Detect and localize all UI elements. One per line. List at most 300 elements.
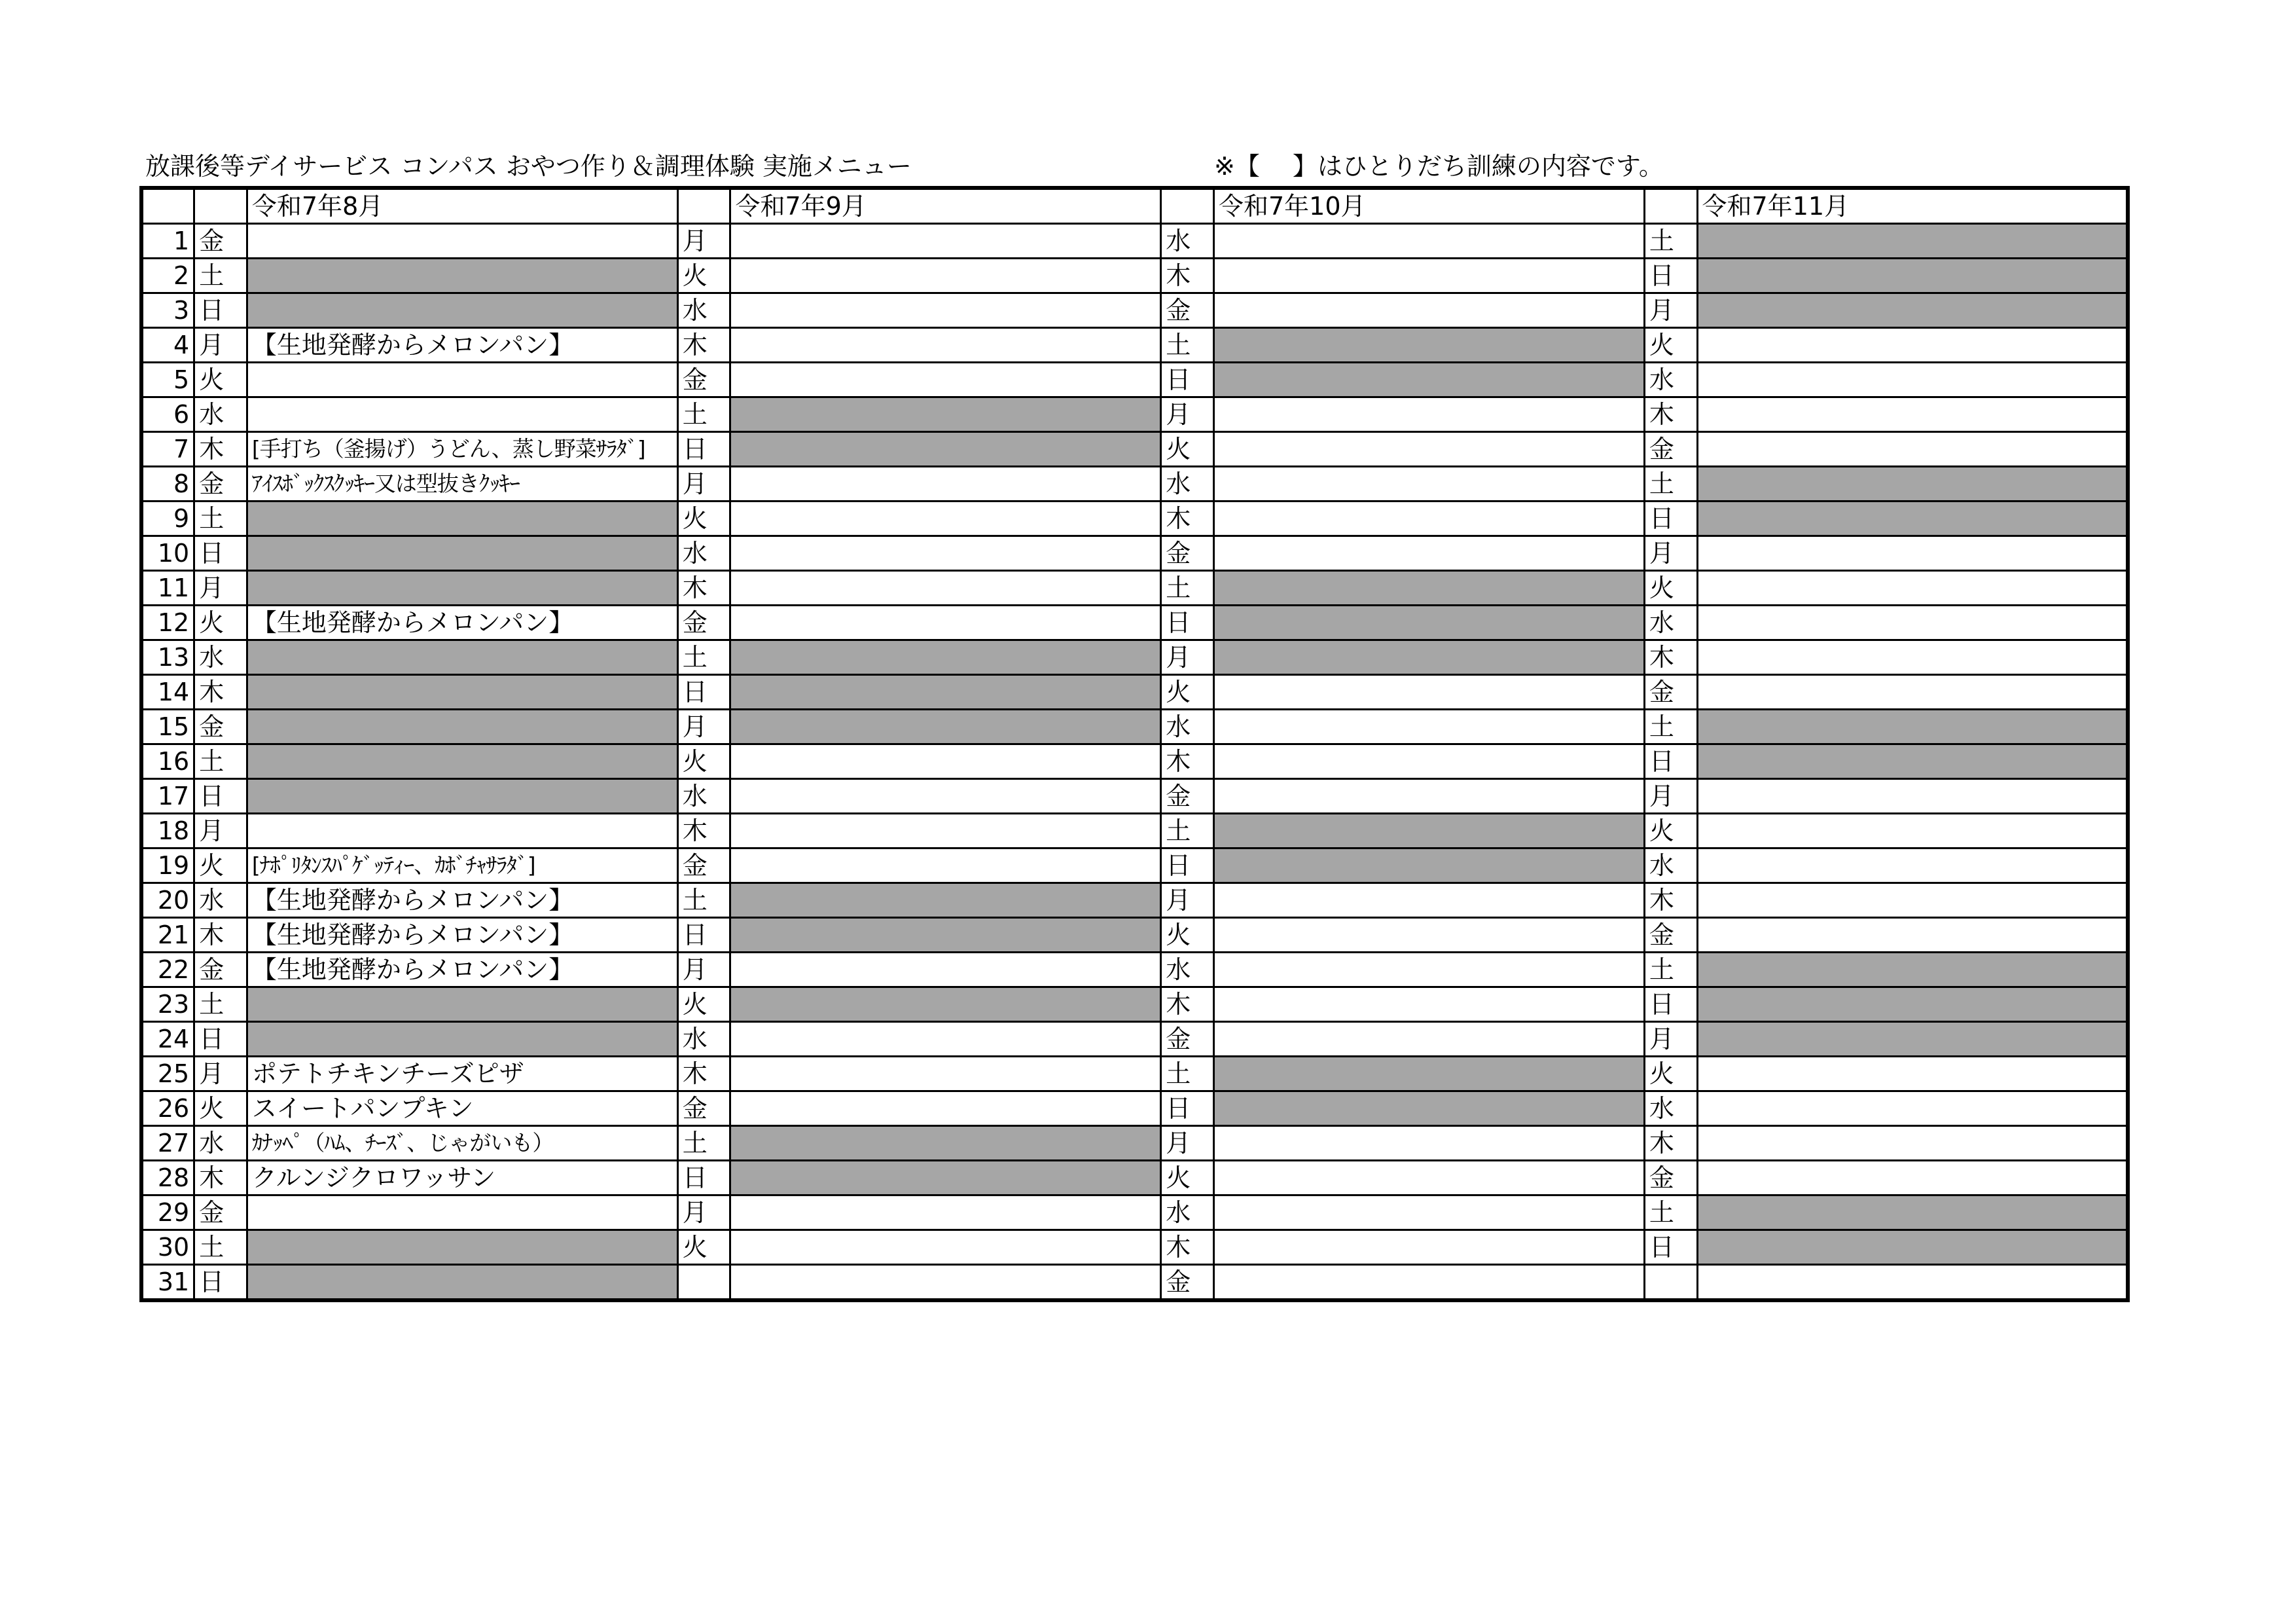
menu-cell: ポテトチキンチーズピザ (247, 1057, 677, 1091)
weekday-cell: 土 (1161, 814, 1214, 848)
weekday-cell: 金 (194, 710, 247, 744)
weekday-cell: 日 (194, 1265, 247, 1301)
weekday-cell: 水 (1161, 224, 1214, 259)
menu-cell (1697, 744, 2128, 779)
menu-cell (1697, 779, 2128, 814)
menu-cell (730, 571, 1161, 606)
menu-cell (247, 1022, 677, 1057)
menu-cell (247, 536, 677, 571)
weekday-cell: 水 (1161, 1195, 1214, 1230)
menu-cell (730, 1230, 1161, 1265)
weekday-cell: 火 (1161, 432, 1214, 467)
day-number: 21 (141, 918, 194, 953)
table-row (141, 363, 2128, 397)
menu-cell (247, 1230, 677, 1265)
menu-cell (1214, 918, 1645, 953)
weekday-cell: 木 (194, 918, 247, 953)
weekday-cell: 月 (677, 224, 730, 259)
menu-cell: 【生地発酵からメロンパン】 (247, 918, 677, 953)
menu-cell (1214, 328, 1645, 363)
menu-cell (1214, 259, 1645, 293)
menu-cell (247, 363, 677, 397)
day-number: 13 (141, 640, 194, 675)
day-number: 23 (141, 987, 194, 1022)
weekday-cell: 月 (194, 1057, 247, 1091)
menu-cell: [ﾅﾎﾟﾘﾀﾝｽﾊﾟｹﾞｯﾃｨｰ、ｶﾎﾞﾁｬｻﾗﾀﾞ] (247, 848, 677, 883)
menu-cell (1697, 1195, 2128, 1230)
day-number: 19 (141, 848, 194, 883)
menu-cell (1697, 606, 2128, 640)
weekday-cell: 金 (677, 606, 730, 640)
menu-cell (1697, 467, 2128, 501)
table-row (141, 953, 2128, 987)
menu-cell: ｱｲｽﾎﾞｯｸｽｸｯｷｰ又は型抜きｸｯｷｰ (247, 467, 677, 501)
menu-cell (1214, 779, 1645, 814)
menu-cell (730, 432, 1161, 467)
day-number: 11 (141, 571, 194, 606)
weekday-cell: 水 (1644, 848, 1697, 883)
menu-cell (730, 1265, 1161, 1301)
table-row (141, 536, 2128, 571)
menu-cell (1214, 1091, 1645, 1126)
weekday-cell: 金 (1161, 1022, 1214, 1057)
weekday-cell: 土 (194, 744, 247, 779)
weekday-cell: 月 (677, 953, 730, 987)
weekday-cell: 木 (1161, 987, 1214, 1022)
menu-cell (1697, 675, 2128, 710)
table-row (141, 606, 2128, 640)
weekday-cell: 火 (1161, 918, 1214, 953)
menu-cell (1697, 363, 2128, 397)
menu-cell (1214, 536, 1645, 571)
table-row (141, 1265, 2128, 1301)
month-header-4: 令和7年11月 (1697, 188, 2128, 224)
weekday-cell: 月 (677, 1195, 730, 1230)
menu-cell (730, 328, 1161, 363)
weekday-cell: 金 (1644, 675, 1697, 710)
weekday-cell: 木 (194, 432, 247, 467)
table-row (141, 814, 2128, 848)
weekday-cell: 金 (1161, 293, 1214, 328)
month-header-2: 令和7年9月 (730, 188, 1161, 224)
menu-table-body (141, 188, 2128, 1300)
weekday-cell: 火 (677, 259, 730, 293)
weekday-cell: 木 (1644, 397, 1697, 432)
menu-cell (1697, 987, 2128, 1022)
menu-cell (730, 814, 1161, 848)
weekday-cell: 火 (1644, 814, 1697, 848)
table-row (141, 1230, 2128, 1265)
weekday-cell: 日 (194, 293, 247, 328)
table-row (141, 467, 2128, 501)
table-row (141, 848, 2128, 883)
weekday-cell: 火 (1644, 328, 1697, 363)
table-row (141, 571, 2128, 606)
weekday-cell: 木 (194, 1161, 247, 1195)
menu-cell (1697, 293, 2128, 328)
menu-cell (730, 363, 1161, 397)
menu-cell (1214, 848, 1645, 883)
menu-cell (1697, 848, 2128, 883)
weekday-cell (1644, 1265, 1697, 1301)
menu-cell (730, 501, 1161, 536)
menu-cell (730, 987, 1161, 1022)
page-note: ※【 】はひとりだち訓練の内容です。 (1214, 152, 1664, 181)
table-row (141, 744, 2128, 779)
weekday-cell: 月 (1161, 1126, 1214, 1161)
weekday-cell: 日 (1644, 259, 1697, 293)
weekday-cell: 月 (1644, 293, 1697, 328)
menu-cell (730, 1057, 1161, 1091)
day-number: 18 (141, 814, 194, 848)
weekday-cell: 月 (1644, 779, 1697, 814)
header-row (141, 188, 2128, 224)
table-row (141, 779, 2128, 814)
weekday-cell: 月 (1644, 536, 1697, 571)
table-row (141, 1022, 2128, 1057)
menu-cell (1697, 536, 2128, 571)
weekday-cell: 火 (677, 1230, 730, 1265)
weekday-cell: 土 (194, 259, 247, 293)
table-row (141, 640, 2128, 675)
weekday-cell: 日 (194, 536, 247, 571)
weekday-cell: 水 (194, 883, 247, 918)
table-row (141, 501, 2128, 536)
menu-cell (730, 848, 1161, 883)
day-number: 12 (141, 606, 194, 640)
menu-cell (247, 640, 677, 675)
weekday-cell: 土 (677, 1126, 730, 1161)
day-number: 3 (141, 293, 194, 328)
menu-cell (730, 397, 1161, 432)
weekday-cell: 土 (1644, 953, 1697, 987)
weekday-cell: 木 (677, 814, 730, 848)
weekday-cell: 月 (1161, 640, 1214, 675)
menu-cell (1214, 883, 1645, 918)
menu-cell (247, 259, 677, 293)
menu-cell (1214, 1265, 1645, 1301)
weekday-cell: 火 (1644, 571, 1697, 606)
day-number: 20 (141, 883, 194, 918)
weekday-cell: 日 (1644, 1230, 1697, 1265)
menu-cell (247, 987, 677, 1022)
menu-cell (730, 1091, 1161, 1126)
weekday-cell: 月 (194, 571, 247, 606)
month-header-3: 令和7年10月 (1214, 188, 1645, 224)
weekday-cell: 土 (1644, 710, 1697, 744)
weekday-cell: 土 (1644, 224, 1697, 259)
menu-cell (730, 918, 1161, 953)
table-row (141, 675, 2128, 710)
table-row (141, 1126, 2128, 1161)
weekday-cell: 金 (677, 363, 730, 397)
menu-cell (730, 744, 1161, 779)
menu-cell (730, 1195, 1161, 1230)
menu-cell (730, 675, 1161, 710)
menu-cell (1214, 501, 1645, 536)
menu-cell (730, 224, 1161, 259)
weekday-cell: 木 (1161, 1230, 1214, 1265)
menu-cell (730, 606, 1161, 640)
weekday-cell: 月 (1644, 1022, 1697, 1057)
table-row (141, 918, 2128, 953)
menu-cell (1697, 640, 2128, 675)
menu-cell (1214, 293, 1645, 328)
weekday-cell: 木 (1161, 259, 1214, 293)
weekday-cell: 金 (194, 953, 247, 987)
weekday-cell: 日 (1644, 987, 1697, 1022)
weekday-cell: 木 (677, 571, 730, 606)
menu-cell (1697, 571, 2128, 606)
header-blank-weekday (1644, 188, 1697, 224)
weekday-cell: 金 (677, 848, 730, 883)
table-row (141, 259, 2128, 293)
weekday-cell: 金 (677, 1091, 730, 1126)
menu-cell (1214, 1126, 1645, 1161)
weekday-cell: 木 (1644, 640, 1697, 675)
menu-cell: 【生地発酵からメロンパン】 (247, 953, 677, 987)
menu-cell (247, 1265, 677, 1301)
menu-cell (1214, 953, 1645, 987)
weekday-cell: 火 (677, 987, 730, 1022)
weekday-cell: 土 (677, 397, 730, 432)
menu-cell (1214, 675, 1645, 710)
weekday-cell: 日 (1644, 744, 1697, 779)
menu-cell (1214, 363, 1645, 397)
weekday-cell: 水 (194, 397, 247, 432)
menu-cell (1697, 1057, 2128, 1091)
month-header-1: 令和7年8月 (247, 188, 677, 224)
weekday-cell: 水 (1644, 606, 1697, 640)
weekday-cell: 日 (677, 432, 730, 467)
menu-cell (1697, 501, 2128, 536)
menu-cell (1697, 224, 2128, 259)
menu-cell: 【生地発酵からメロンパン】 (247, 883, 677, 918)
weekday-cell: 木 (1644, 1126, 1697, 1161)
weekday-cell: 土 (1161, 571, 1214, 606)
weekday-cell: 土 (1644, 467, 1697, 501)
weekday-cell: 日 (194, 779, 247, 814)
weekday-cell: 日 (1161, 848, 1214, 883)
menu-cell (730, 1126, 1161, 1161)
header-blank-weekday (1161, 188, 1214, 224)
menu-cell (730, 953, 1161, 987)
weekday-cell: 月 (1161, 397, 1214, 432)
table-row (141, 432, 2128, 467)
weekday-cell: 月 (194, 328, 247, 363)
menu-cell (1697, 1022, 2128, 1057)
weekday-cell: 土 (1161, 328, 1214, 363)
menu-cell (247, 1195, 677, 1230)
menu-cell (730, 259, 1161, 293)
menu-cell (730, 779, 1161, 814)
menu-cell (247, 779, 677, 814)
menu-cell (1214, 467, 1645, 501)
weekday-cell: 土 (1644, 1195, 1697, 1230)
day-number: 6 (141, 397, 194, 432)
weekday-cell: 土 (677, 640, 730, 675)
header-blank-day-number (141, 188, 194, 224)
menu-cell: [手打ち（釜揚げ）うどん、蒸し野菜ｻﾗﾀﾞ] (247, 432, 677, 467)
weekday-cell: 木 (677, 1057, 730, 1091)
menu-cell: 【生地発酵からメロンパン】 (247, 606, 677, 640)
weekday-cell: 日 (1161, 606, 1214, 640)
menu-cell (1214, 224, 1645, 259)
day-number: 15 (141, 710, 194, 744)
menu-cell (730, 883, 1161, 918)
menu-cell (1697, 1265, 2128, 1301)
weekday-cell: 日 (1644, 501, 1697, 536)
weekday-cell: 月 (194, 814, 247, 848)
menu-cell: ｶﾅｯﾍﾟ（ﾊﾑ、ﾁｰｽﾞ、じゃがいも） (247, 1126, 677, 1161)
weekday-cell: 水 (1161, 953, 1214, 987)
menu-cell (730, 536, 1161, 571)
weekday-cell: 金 (194, 224, 247, 259)
day-number: 25 (141, 1057, 194, 1091)
weekday-cell: 水 (677, 293, 730, 328)
menu-cell (1214, 1195, 1645, 1230)
day-number: 5 (141, 363, 194, 397)
menu-cell (1214, 397, 1645, 432)
menu-cell (730, 467, 1161, 501)
menu-cell: スイートパンプキン (247, 1091, 677, 1126)
weekday-cell: 木 (1644, 883, 1697, 918)
page-title: 放課後等デイサービス コンパス おやつ作り＆調理体験 実施メニュー (145, 152, 912, 181)
menu-cell (247, 501, 677, 536)
weekday-cell: 木 (1161, 501, 1214, 536)
menu-cell (247, 293, 677, 328)
weekday-cell: 月 (1161, 883, 1214, 918)
menu-cell (730, 293, 1161, 328)
menu-cell (1214, 640, 1645, 675)
day-number: 16 (141, 744, 194, 779)
menu-cell: クルンジクロワッサン (247, 1161, 677, 1195)
menu-cell (730, 1161, 1161, 1195)
weekday-cell: 金 (1161, 536, 1214, 571)
day-number: 7 (141, 432, 194, 467)
weekday-cell: 金 (1161, 779, 1214, 814)
weekday-cell: 水 (194, 1126, 247, 1161)
menu-cell (730, 640, 1161, 675)
menu-cell (1697, 1126, 2128, 1161)
menu-cell (730, 1022, 1161, 1057)
weekday-cell: 木 (194, 675, 247, 710)
weekday-cell: 水 (1161, 467, 1214, 501)
menu-cell (247, 397, 677, 432)
menu-cell (1214, 606, 1645, 640)
table-row (141, 883, 2128, 918)
table-row (141, 1195, 2128, 1230)
menu-cell (247, 224, 677, 259)
table-row (141, 1091, 2128, 1126)
weekday-cell: 水 (1644, 1091, 1697, 1126)
weekday-cell: 火 (194, 1091, 247, 1126)
menu-cell (1697, 918, 2128, 953)
menu-cell (1697, 432, 2128, 467)
table-row (141, 397, 2128, 432)
menu-cell (1214, 432, 1645, 467)
day-number: 9 (141, 501, 194, 536)
weekday-cell: 土 (194, 1230, 247, 1265)
weekday-cell: 日 (677, 918, 730, 953)
weekday-cell: 日 (677, 675, 730, 710)
weekday-cell (677, 1265, 730, 1301)
weekday-cell: 水 (677, 1022, 730, 1057)
header-blank-weekday (677, 188, 730, 224)
weekday-cell: 火 (1161, 675, 1214, 710)
weekday-cell: 火 (1644, 1057, 1697, 1091)
header-blank-weekday (194, 188, 247, 224)
menu-cell (1697, 814, 2128, 848)
day-number: 27 (141, 1126, 194, 1161)
day-number: 29 (141, 1195, 194, 1230)
menu-cell (1697, 328, 2128, 363)
table-row (141, 293, 2128, 328)
menu-cell (247, 814, 677, 848)
table-row (141, 328, 2128, 363)
day-number: 14 (141, 675, 194, 710)
day-number: 28 (141, 1161, 194, 1195)
menu-cell (1214, 1161, 1645, 1195)
table-row (141, 224, 2128, 259)
menu-cell (1214, 1230, 1645, 1265)
weekday-cell: 月 (677, 710, 730, 744)
menu-cell (1697, 397, 2128, 432)
weekday-cell: 木 (677, 328, 730, 363)
weekday-cell: 火 (677, 501, 730, 536)
menu-cell (247, 675, 677, 710)
weekday-cell: 水 (1644, 363, 1697, 397)
table-row (141, 987, 2128, 1022)
day-number: 22 (141, 953, 194, 987)
menu-cell (1697, 710, 2128, 744)
weekday-cell: 金 (194, 1195, 247, 1230)
weekday-cell: 金 (1644, 1161, 1697, 1195)
menu-cell (730, 710, 1161, 744)
weekday-cell: 水 (1161, 710, 1214, 744)
weekday-cell: 金 (1161, 1265, 1214, 1301)
day-number: 1 (141, 224, 194, 259)
menu-cell (1214, 1057, 1645, 1091)
menu-cell: 【生地発酵からメロンパン】 (247, 328, 677, 363)
day-number: 10 (141, 536, 194, 571)
menu-cell (1697, 259, 2128, 293)
weekday-cell: 月 (677, 467, 730, 501)
weekday-cell: 土 (194, 987, 247, 1022)
menu-cell (1214, 710, 1645, 744)
weekday-cell: 日 (194, 1022, 247, 1057)
day-number: 2 (141, 259, 194, 293)
weekday-cell: 水 (194, 640, 247, 675)
menu-cell (1214, 814, 1645, 848)
day-number: 30 (141, 1230, 194, 1265)
weekday-cell: 日 (1161, 1091, 1214, 1126)
weekday-cell: 土 (194, 501, 247, 536)
weekday-cell: 金 (1644, 432, 1697, 467)
weekday-cell: 水 (677, 536, 730, 571)
day-number: 8 (141, 467, 194, 501)
weekday-cell: 火 (1161, 1161, 1214, 1195)
menu-cell (1697, 1230, 2128, 1265)
menu-cell (1214, 987, 1645, 1022)
weekday-cell: 火 (194, 363, 247, 397)
weekday-cell: 日 (677, 1161, 730, 1195)
menu-cell (247, 571, 677, 606)
menu-table (139, 186, 2130, 1302)
day-number: 26 (141, 1091, 194, 1126)
menu-cell (247, 744, 677, 779)
menu-cell (1697, 1091, 2128, 1126)
